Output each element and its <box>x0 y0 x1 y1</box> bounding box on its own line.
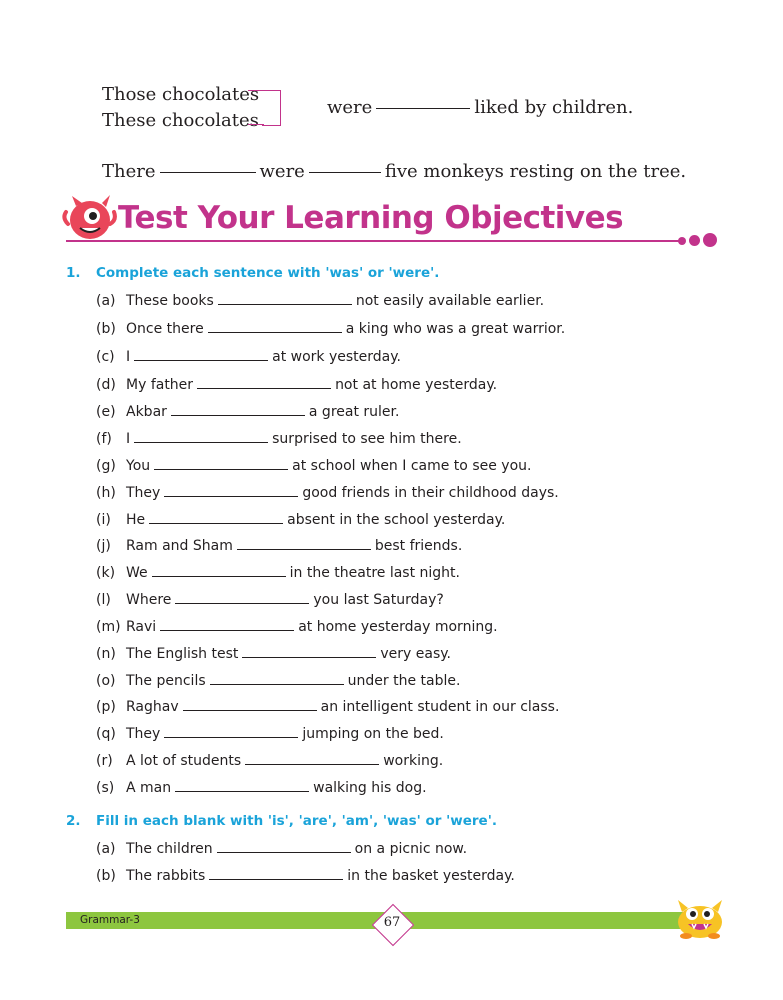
item-text-after: an intelligent student in our class. <box>320 699 560 715</box>
example-dash <box>309 172 381 173</box>
item-text-before: Once there <box>126 321 204 337</box>
answer-blank[interactable] <box>164 496 298 497</box>
item-text-before: The rabbits <box>126 868 206 884</box>
page-number: 67 <box>383 915 401 930</box>
item-text-after: surprised to see him there. <box>272 431 462 447</box>
answer-blank[interactable] <box>164 737 298 738</box>
item-label: (m) <box>96 619 121 635</box>
item-text-after: a great ruler. <box>308 404 400 420</box>
answer-blank[interactable] <box>134 442 268 443</box>
item-text-after: very easy. <box>380 646 452 662</box>
example-line2 <box>102 161 686 182</box>
example-subject-b: These chocolates <box>102 110 259 131</box>
item-text-before: A lot of students <box>126 753 242 769</box>
item-text-after: in the theatre last night. <box>289 565 460 581</box>
monster-mascot-icon <box>62 194 118 244</box>
answer-blank[interactable] <box>154 469 288 470</box>
exercise-item <box>96 646 451 662</box>
item-label: (k) <box>96 565 116 581</box>
answer-blank[interactable] <box>175 791 309 792</box>
exercise-item <box>96 485 559 501</box>
decor-dot <box>678 237 686 245</box>
exercise-item <box>96 321 565 337</box>
example-line1-rest <box>327 97 633 118</box>
exercise-item <box>96 293 544 309</box>
exercise-item <box>96 726 444 742</box>
answer-blank[interactable] <box>134 360 268 361</box>
exercise-item <box>96 868 515 884</box>
answer-blank[interactable] <box>183 710 317 711</box>
bracket-stub-bottom <box>248 124 264 125</box>
example-line2-end: five monkeys resting on the tree. <box>384 161 687 182</box>
item-text-after: not at home yesterday. <box>335 377 498 393</box>
item-text-after: at home yesterday morning. <box>298 619 498 635</box>
exercise-item <box>96 592 444 608</box>
item-label: (l) <box>96 592 111 608</box>
title-underline <box>66 240 680 242</box>
item-label: (p) <box>96 699 116 715</box>
item-text-before: Akbar <box>126 404 167 420</box>
item-label: (a) <box>96 293 116 309</box>
item-label: (f) <box>96 431 112 447</box>
item-text-before: We <box>126 565 148 581</box>
answer-blank[interactable] <box>160 630 294 631</box>
section-title: Test Your Learning Objectives <box>118 200 624 236</box>
book-title: Grammar-3 <box>80 914 140 926</box>
example-dash <box>376 108 470 109</box>
example-line1-end: liked by children. <box>474 97 634 118</box>
bracket-stub-top <box>248 90 264 91</box>
exercise-item <box>96 538 462 554</box>
exercise-item <box>96 753 443 769</box>
answer-blank[interactable] <box>242 657 376 658</box>
example-subject-a: Those chocolates <box>102 84 260 105</box>
answer-blank[interactable] <box>197 388 331 389</box>
example-bracket <box>262 90 281 126</box>
item-text-after: under the table. <box>347 673 461 689</box>
exercise-item <box>96 458 531 474</box>
answer-blank[interactable] <box>210 684 344 685</box>
item-label: (b) <box>96 868 116 884</box>
item-text-after: at school when I came to see you. <box>292 458 532 474</box>
question-instruction: Complete each sentence with 'was' or 'were'. <box>96 265 440 281</box>
item-text-before: They <box>126 485 161 501</box>
item-label: (j) <box>96 538 111 554</box>
item-text-after: jumping on the bed. <box>302 726 444 742</box>
item-text-after: you last Saturday? <box>313 592 444 608</box>
item-text-before: They <box>126 726 161 742</box>
answer-blank[interactable] <box>208 332 342 333</box>
answer-blank[interactable] <box>217 852 351 853</box>
item-label: (i) <box>96 512 111 528</box>
item-text-after: good friends in their childhood days. <box>302 485 559 501</box>
item-label: (g) <box>96 458 116 474</box>
item-text-after: at work yesterday. <box>272 349 401 365</box>
exercise-item <box>96 377 497 393</box>
item-label: (b) <box>96 321 116 337</box>
item-text-before: A man <box>126 780 172 796</box>
item-label: (n) <box>96 646 116 662</box>
item-text-after: not easily available earlier. <box>355 293 545 309</box>
item-text-after: on a picnic now. <box>354 841 468 857</box>
item-text-after: in the basket yesterday. <box>347 868 515 884</box>
item-text-before: I <box>126 349 131 365</box>
example-line2-verb: were <box>259 161 305 182</box>
decor-dot <box>689 235 700 246</box>
answer-blank[interactable] <box>175 603 309 604</box>
item-label: (d) <box>96 377 116 393</box>
example-line1-verb: were <box>327 97 373 118</box>
item-label: (r) <box>96 753 113 769</box>
answer-blank[interactable] <box>209 879 343 880</box>
item-text-before: The children <box>126 841 213 857</box>
question-number: 1. <box>66 265 81 281</box>
item-text-after: working. <box>383 753 444 769</box>
exercise-item <box>96 565 460 581</box>
exercise-item <box>96 841 467 857</box>
answer-blank[interactable] <box>149 523 283 524</box>
answer-blank[interactable] <box>237 549 371 550</box>
item-text-before: Raghav <box>126 699 179 715</box>
exercise-item <box>96 404 399 420</box>
item-text-before: The English test <box>126 646 239 662</box>
item-text-after: walking his dog. <box>313 780 427 796</box>
yellow-monster-icon <box>672 894 728 940</box>
exercise-item <box>96 431 462 447</box>
item-label: (q) <box>96 726 116 742</box>
example-line2-start: There <box>102 161 156 182</box>
item-text-before: I <box>126 431 131 447</box>
answer-blank[interactable] <box>218 304 352 305</box>
question-2-heading <box>66 813 497 829</box>
question-instruction: Fill in each blank with 'is', 'are', 'am', 'was' or 'were'. <box>96 813 497 829</box>
item-label: (e) <box>96 404 116 420</box>
item-text-before: My father <box>126 377 194 393</box>
exercise-item <box>96 619 498 635</box>
item-text-before: These books <box>126 293 214 309</box>
item-label: (h) <box>96 485 116 501</box>
item-label: (o) <box>96 673 116 689</box>
item-text-before: You <box>126 458 151 474</box>
item-text-after: a king who was a great warrior. <box>345 321 566 337</box>
item-text-before: Ram and Sham <box>126 538 233 554</box>
item-label: (a) <box>96 841 116 857</box>
question-1-heading <box>66 265 439 281</box>
answer-blank[interactable] <box>171 415 305 416</box>
example-dash <box>160 172 256 173</box>
item-text-before: Ravi <box>126 619 157 635</box>
answer-blank[interactable] <box>152 576 286 577</box>
answer-blank[interactable] <box>245 764 379 765</box>
item-label: (s) <box>96 780 115 796</box>
question-number: 2. <box>66 813 81 829</box>
exercise-item <box>96 699 559 715</box>
exercise-item <box>96 673 460 689</box>
item-text-before: The pencils <box>126 673 206 689</box>
item-text-after: best friends. <box>374 538 463 554</box>
exercise-item <box>96 780 427 796</box>
item-text-after: absent in the school yesterday. <box>287 512 506 528</box>
exercise-item <box>96 512 505 528</box>
exercise-item <box>96 349 401 365</box>
item-label: (c) <box>96 349 115 365</box>
item-text-before: He <box>126 512 146 528</box>
decor-dot <box>703 233 717 247</box>
item-text-before: Where <box>126 592 172 608</box>
